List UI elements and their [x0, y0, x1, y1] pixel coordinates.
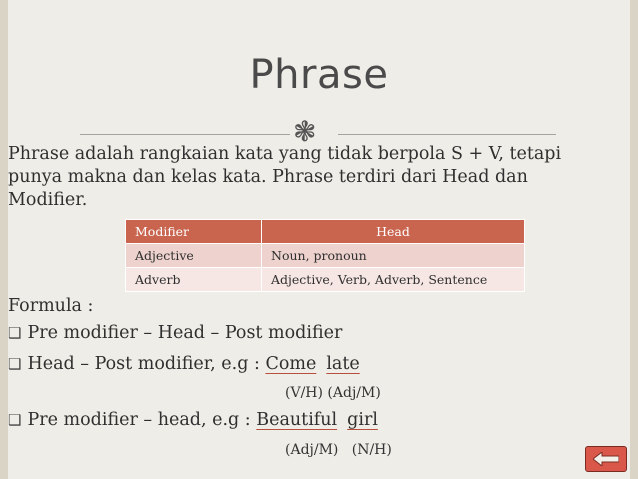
modifier-head-table [125, 219, 525, 292]
bullet-item [8, 410, 378, 430]
formula-label: Formula : [8, 296, 94, 316]
example-word-modifier: late [326, 354, 360, 374]
table-row [126, 268, 525, 292]
slide-title: Phrase [249, 52, 389, 98]
checkbox-bullet-icon: ❑ [8, 324, 22, 342]
table-cell: Adjective [126, 244, 262, 268]
back-arrow-icon [593, 452, 619, 466]
table-header-modifier: Modifier [126, 220, 262, 244]
definition-paragraph: Phrase adalah rangkaian kata yang tidak berpola S + V, tetapi punya makna dan kelas kata. Phrase terdiri dari Head dan Modifier. [8, 144, 562, 210]
bullet-item [8, 323, 342, 343]
table-header-row [126, 220, 525, 244]
title-divider-left [80, 134, 290, 135]
checkbox-bullet-icon: ❑ [8, 355, 22, 373]
example-word-modifier: Beautiful [256, 410, 338, 430]
bullet-text: Head – Post modifier, e.g : [27, 354, 266, 374]
table-header-head: Head [262, 220, 525, 244]
example-word-head: girl [347, 410, 378, 430]
checkbox-bullet-icon: ❑ [8, 411, 22, 429]
table-cell: Noun, pronoun [262, 244, 525, 268]
title-divider-right [338, 134, 556, 135]
bullet-item [8, 354, 360, 374]
example-annotation: (V/H) (Adj/M) [285, 385, 381, 401]
example-annotation: (Adj/M) (N/H) [285, 442, 392, 458]
bullet-text: Pre modifier – Head – Post modifier [27, 323, 343, 343]
back-button[interactable] [585, 446, 627, 472]
ornament-icon: ❃ [293, 115, 317, 148]
table-cell: Adverb [126, 268, 262, 292]
table-row [126, 244, 525, 268]
table-cell: Adjective, Verb, Adverb, Sentence [262, 268, 525, 292]
example-word-head: Come [265, 354, 317, 374]
bullet-text: Pre modifier – head, e.g : [27, 410, 257, 430]
